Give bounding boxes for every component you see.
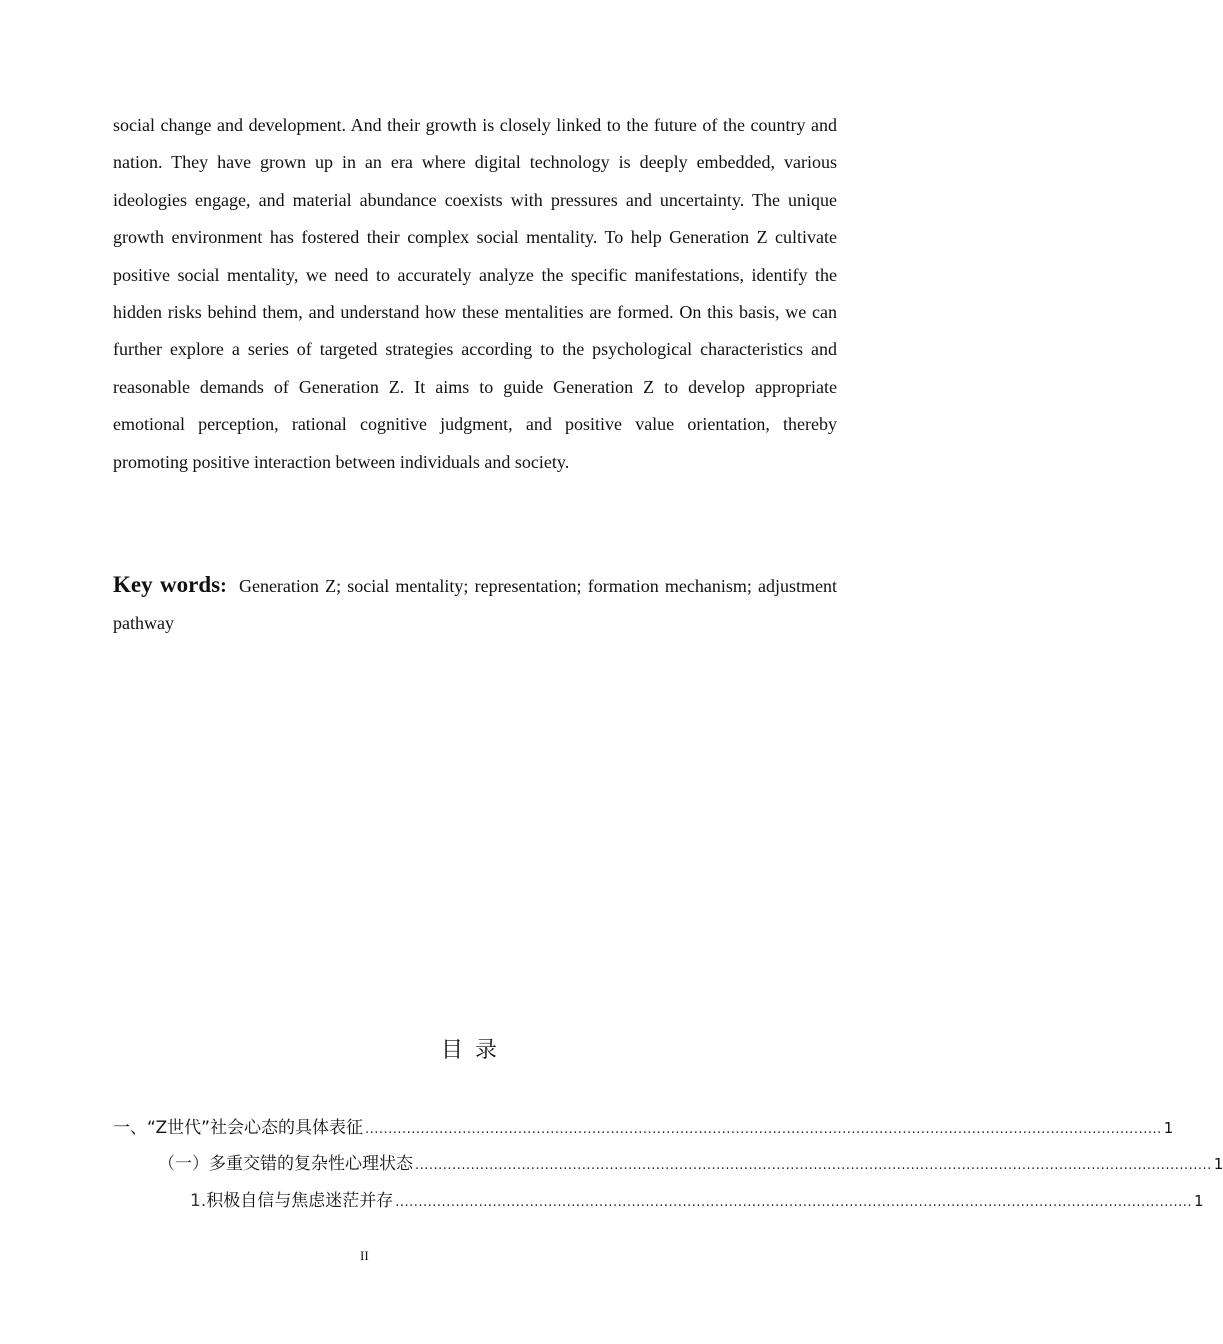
toc-entry-page: 1 bbox=[1194, 1192, 1204, 1210]
page-number: II bbox=[360, 1248, 369, 1263]
toc-leader-dots: ............................................................................................................................................................................ bbox=[415, 1158, 1212, 1173]
keywords-label: Key words bbox=[113, 572, 221, 597]
toc-entry-page: 1 bbox=[1213, 1155, 1223, 1173]
toc-entry-title: “Z世代”社会心态的具体表征 bbox=[147, 1118, 363, 1138]
toc-entry-number: （一） bbox=[158, 1154, 209, 1174]
toc-entry-page: 1 bbox=[1163, 1119, 1174, 1137]
toc-leader-dots: ............................................................................................................................................................................ bbox=[395, 1195, 1192, 1210]
toc-leader-dots: ............................................................................................................................................................................ bbox=[364, 1122, 1162, 1137]
toc-entry-title: 积极自信与焦虑迷茫并存 bbox=[206, 1191, 394, 1211]
toc-entry[interactable] bbox=[113, 1113, 1174, 1139]
toc-entry[interactable] bbox=[158, 1149, 1223, 1175]
toc-entry-number: 1. bbox=[190, 1191, 207, 1211]
toc-entry[interactable] bbox=[190, 1186, 1204, 1212]
toc-entry-title: 多重交错的复杂性心理状态 bbox=[209, 1154, 413, 1174]
toc-title: 目录 bbox=[440, 1038, 509, 1063]
toc-entry-number: 一、 bbox=[113, 1118, 147, 1138]
keywords-colon: : bbox=[220, 575, 227, 597]
abstract-paragraph: social change and development. And their growth is closely linked to the future of the country and nation. They have grown up in an era where digital technology is deeply embedded, various ideologies engage, and material abundance coexists with pressures and uncertainty. The unique growth environment has fostered their complex social mentality. To help Generation Z cultivate positive social mentality, we need to accurately analyze the specific manifestations, identify the hidden risks behind them, and understand how these mentalities are formed. On this basis, we can further explore a series of targeted strategies according to the psychological characteristics and reasonable demands of Generation Z. It aims to guide Generation Z to develop appropriate emotional perception, rational cognitive judgment, and positive value orientation, thereby promoting positive interaction between individuals and society. bbox=[113, 115, 837, 472]
keywords-text: Generation Z; social mentality; representation; formation mechanism; adjustment pathway bbox=[113, 576, 838, 633]
keywords-paragraph bbox=[113, 566, 837, 642]
